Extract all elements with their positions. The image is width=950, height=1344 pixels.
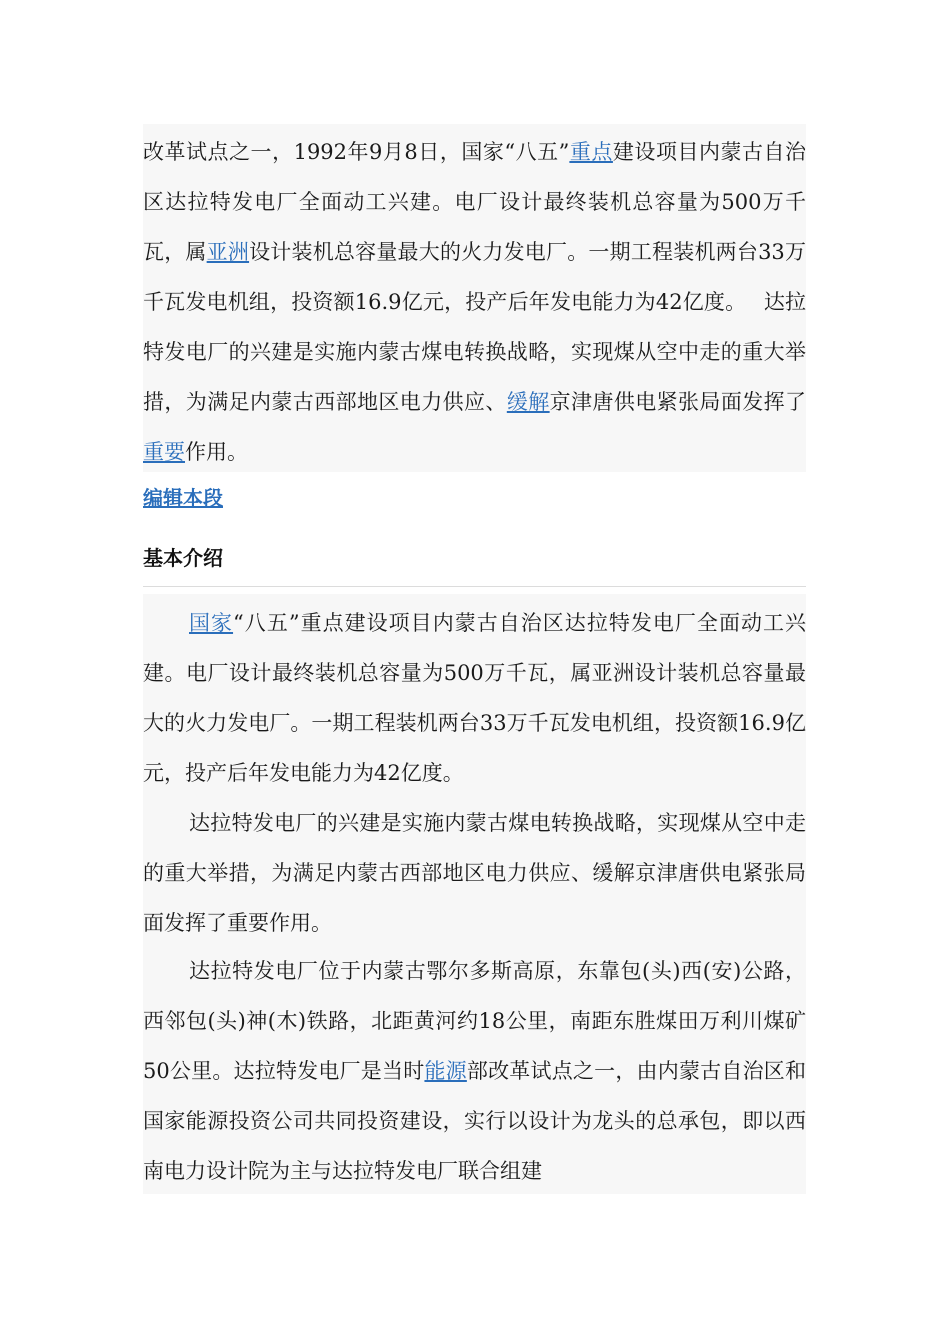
intro-paragraph [143,127,806,477]
body-paragraph-3 [143,946,806,1196]
link-huanjie[interactable]: 缓解 [506,390,550,414]
link-zhongyao[interactable]: 重要 [143,440,185,464]
intro-text-5: 作用。 [185,440,248,464]
body-paragraph-3-text-1: 达拉特发电厂位于内蒙古鄂尔多斯高原，东靠包(头)西(安)公路，西邻包(头)神(木)铁路，北距黄河约18公里，南距东胜煤田万利川煤矿50公里。达拉特发电厂是当时 [143,959,806,1083]
edit-section-link[interactable]: 编辑本段 [143,486,223,510]
section-divider [143,586,806,587]
intro-text-3: 设计装机总容量最大的火力发电厂。一期工程装机两台33万千瓦发电机组，投资额16.9亿元，投产后年发电能力为42亿度。 达拉特发电厂的兴建是实施内蒙古煤电转换战略，实现煤从空中走的重大举措，为满足内蒙古西部地区电力供应、 [143,240,807,414]
intro-text-1: 改革试点之一，1992年9月8日，国家“八五” [143,140,570,164]
link-yazhou[interactable]: 亚洲 [206,240,250,264]
body-paragraph-1 [143,598,806,798]
section-heading: 基本介绍 [143,546,223,570]
link-nengyuan[interactable]: 能源 [424,1059,467,1083]
body-paragraph-2-text: 达拉特发电厂的兴建是实施内蒙古煤电转换战略，实现煤从空中走的重大举措，为满足内蒙古西部地区电力供应、缓解京津唐供电紧张局面发挥了重要作用。 [143,811,806,935]
body-paragraph-1-text: “八五”重点建设项目内蒙古自治区达拉特发电厂全面动工兴建。电厂设计最终装机总容量为500万千瓦，属亚洲设计装机总容量最大的火力发电厂。一期工程装机两台33万千瓦发电机组，投资额16.9亿元，投产后年发电能力为42亿度。 [143,611,806,785]
link-guojia[interactable]: 国家 [189,611,234,635]
link-zhongdian[interactable]: 重点 [569,140,613,164]
intro-text-4: 京津唐供电紧张局面发挥了 [549,390,807,414]
intro-text-2: 建设项目内蒙古自治区达拉特发电厂全面动工兴建。电厂设计最终装机总容量为500万千瓦，属 [143,140,807,264]
body-paragraph-2 [143,798,806,948]
body-paragraph-3-text-2: 部改革试点之一，由内蒙古自治区和国家能源投资公司共同投资建设，实行以设计为龙头的总承包，即以西南电力设计院为主与达拉特发电厂联合组建 [143,1059,806,1183]
